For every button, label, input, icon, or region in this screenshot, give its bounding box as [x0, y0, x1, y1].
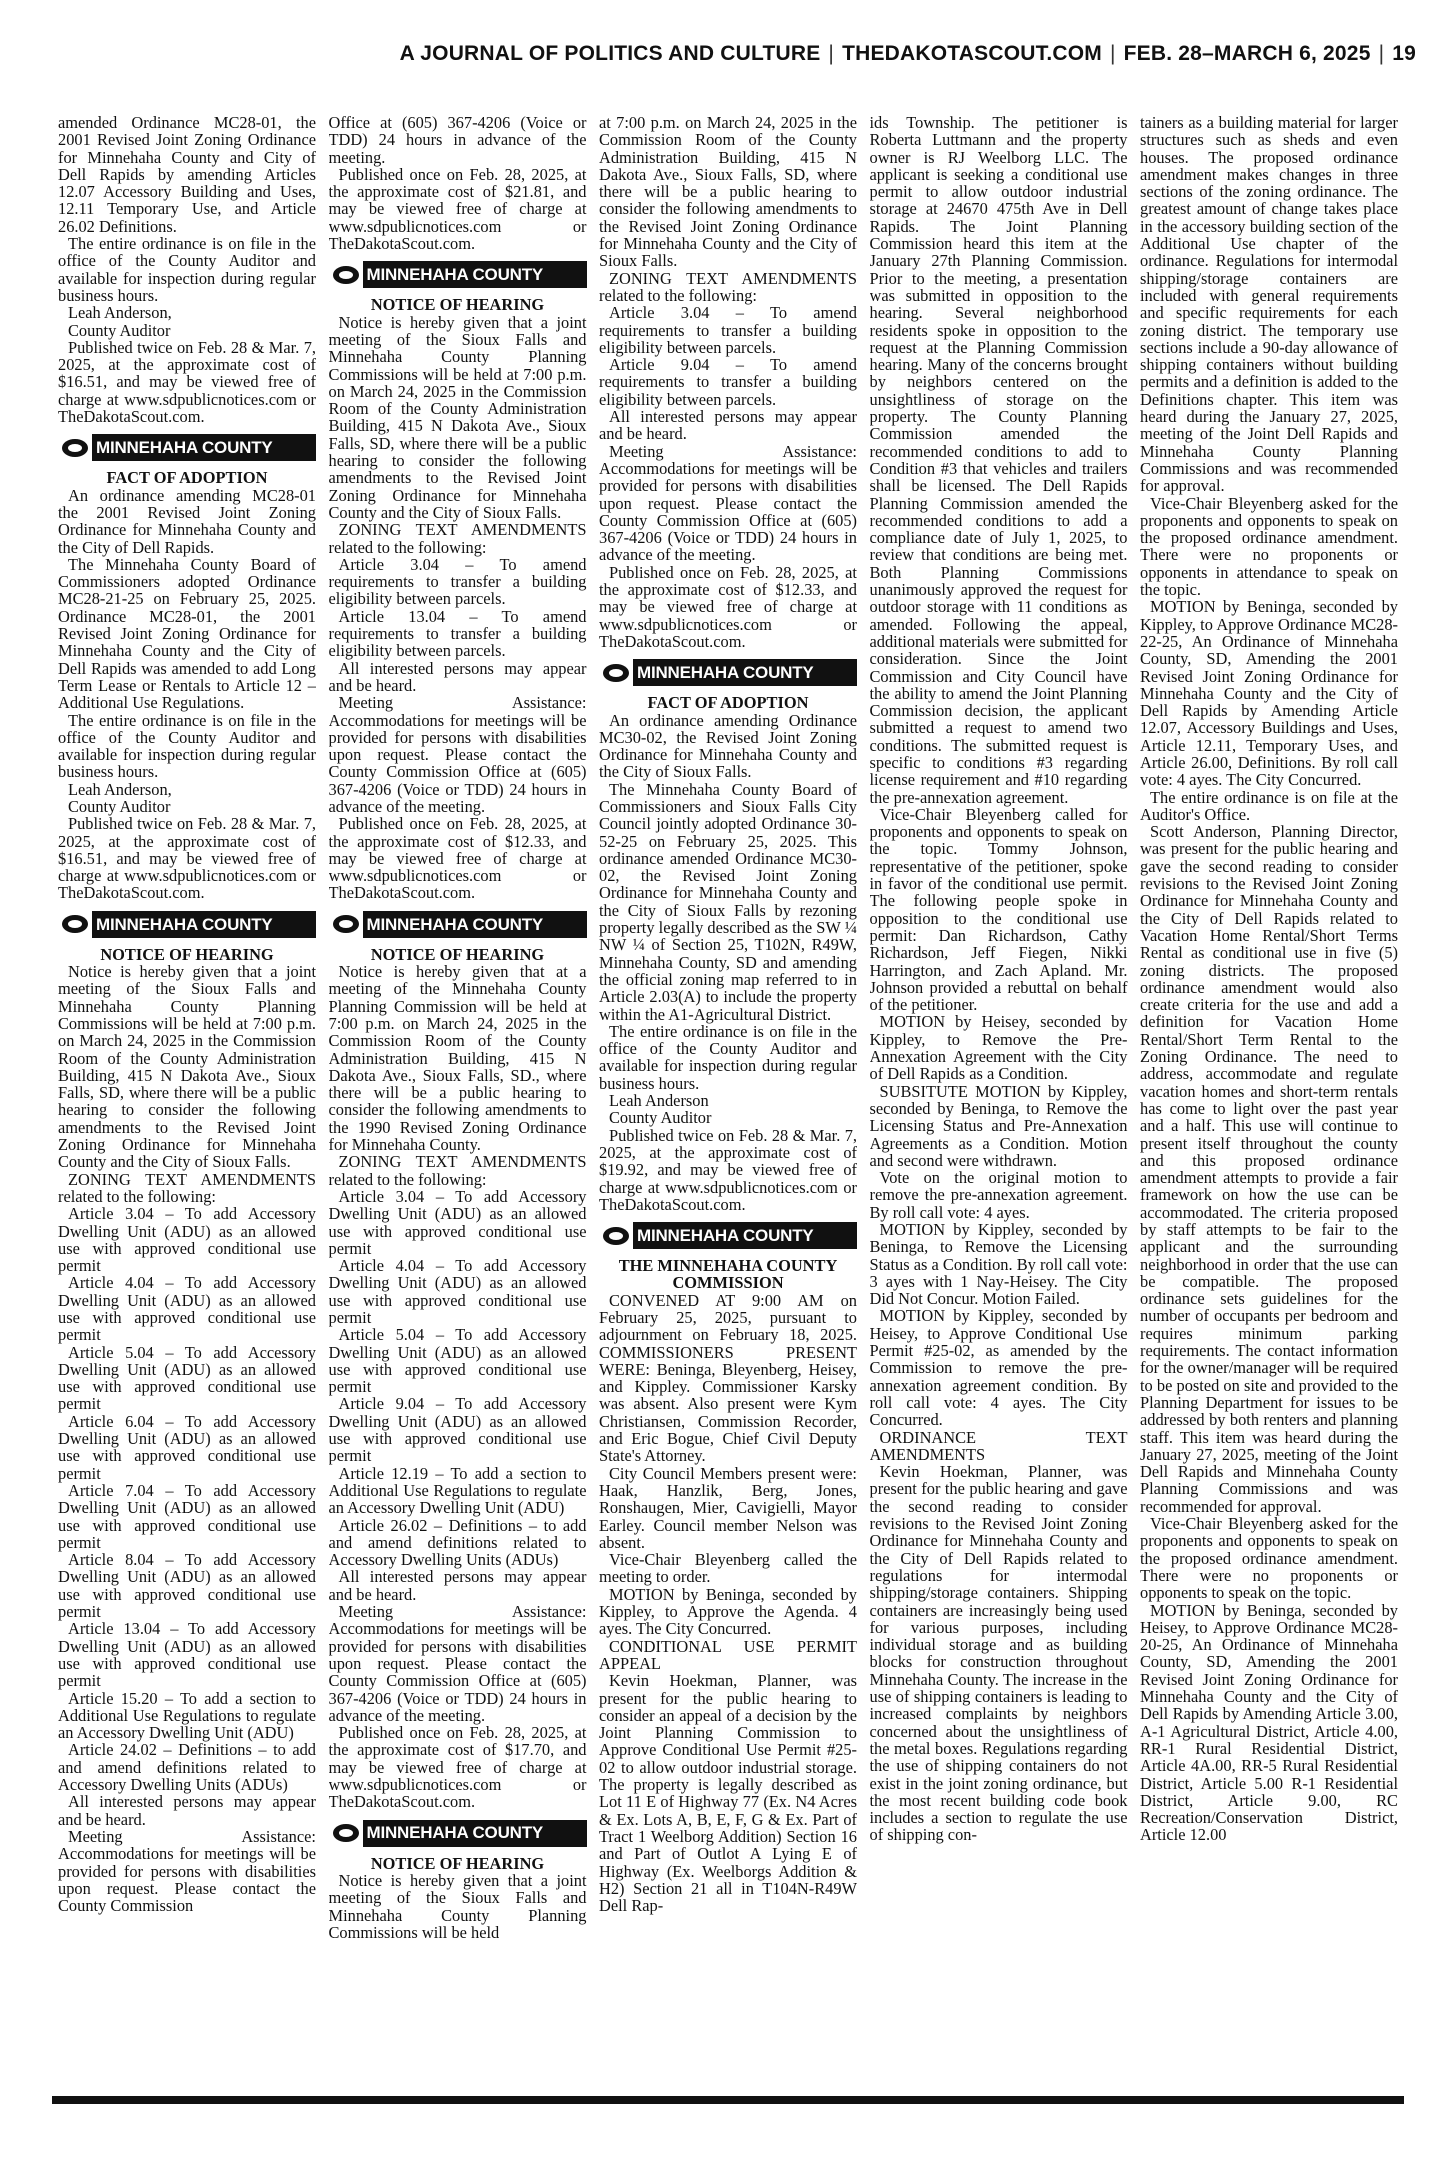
- county-banner: [329, 911, 587, 938]
- notice-paragraph: Meeting Assistance: Accommodations for meetings will be provided for persons with disabilities upon request. Please contact the County Commission Office at (605) 367-4206 (Voice or TDD) 24 hours in advance of the meeting.: [328, 693, 587, 816]
- notice-paragraph: tainers as a building material for larger structures such as sheds and even houses. The proposed ordinance amendment makes changes in three sections of the zoning ordinance. The greatest amount of change takes place in the accessory building section of the Additional Use chapter of the ordinance. Regulations for intermodal shipping/storage containers are included with general requirements and specific requirements for each zoning district. The temporary use sections include a 90-day allowance of shipping containers without building permits and a definition is added to the Definitions chapter. This item was heard during the January 27, 2025, meeting of the Joint Dell Rapids and Minnehaha County Planning Commissions and was recommended for approval.: [1140, 114, 1398, 496]
- notice-paragraph: Vice-Chair Bleyenberg called the meeting to order.: [599, 1550, 857, 1587]
- notice-paragraph: Published twice on Feb. 28 & Mar. 7, 2025, at the approximate cost of $16.51, and may be viewed free of charge at www.sdpublicnotices.com or TheDakotaScout.com.: [58, 814, 316, 903]
- notice-paragraph: County Auditor: [609, 1108, 712, 1128]
- notice-paragraph: ORDINANCE TEXT AMENDMENTS: [869, 1427, 1128, 1464]
- notice-paragraph: An ordinance amending Ordinance MC30-02, the Revised Joint Zoning Ordinance for Minnehaha County and the City of Sioux Falls.: [599, 710, 857, 782]
- notice-heading: NOTICE OF HEARING: [100, 944, 274, 964]
- notice-paragraph: MOTION by Beninga, seconded by Kippley, to Approve Ordinance MC28-22-25, An Ordinance of Minnehaha County, SD, Amending the 2001 Revised Joint Zoning Ordinance for Minnehaha County and the City of Dell Rapids by Amending Article 12.07, Accessory Buildings and Uses, Article 12.11, Temporary Uses, and Article 26.00, Definitions. By roll call vote: 4 ayes. The City Concurred.: [1140, 597, 1398, 790]
- notice-paragraph: Notice is hereby given that a joint meeting of the Sioux Falls and Minnehaha County Planning Commissions will be held: [328, 1870, 587, 1942]
- notice-paragraph: Published once on Feb. 28, 2025, at the approximate cost of $21.81, and may be viewed free of charge at www.sdpublicnotices.com or TheDakotaScout.com.: [328, 164, 587, 254]
- notice-paragraph: Article 3.04 – To add Accessory Dwelling Unit (ADU) as an allowed use with approved conditional use permit: [58, 1204, 316, 1276]
- notice-paragraph: amended Ordinance MC28-01, the 2001 Revised Joint Zoning Ordinance for Minnehaha County and City of Dell Rapids by amending Articles 12.07 Accessory Building and Uses, 12.11 Temporary Use, and Article 26.02 Definitions.: [58, 114, 316, 236]
- notice-paragraph: Article 13.04 – To amend requirements to transfer a building eligibility between parcels.: [328, 606, 587, 661]
- county-seal-icon: [58, 911, 92, 938]
- notice-paragraph: Published once on Feb. 28, 2025, at the approximate cost of $12.33, and may be viewed free of charge at www.sdpublicnotices.com or TheDakotaScout.com.: [328, 814, 587, 903]
- county-seal-icon: [58, 434, 92, 461]
- notice-paragraph: MOTION by Kippley, seconded by Beninga, to Remove the Licensing Status as a Condition. By roll call vote: 3 ayes with 1 Nay-Heisey. The City Did Not Concur. Motion Failed.: [869, 1220, 1128, 1309]
- notice-paragraph: Scott Anderson, Planning Director, was present for the public hearing and gave the second reading to consider revisions to the Revised Joint Zoning Ordinance for Minnehaha County and the City of Dell Rapids related to Vacation Home Rental/Short Terms Rental as conditional use in five (5) zoning districts. The proposed ordinance amendment would also create criteria for the use and add a definition for Vacation Home Rental/Short Term Rental to the Zoning Ordinance. The need to address, accommodate and regulate vacation homes and short-term rentals has come to light over the past year and a half. This use will continue to present itself throughout the county and this proposed ordinance amendment attempts to provide a fair framework on how the use can be accommodated. The criteria proposed by staff attempts to be fair to the applicant and the surrounding neighborhood in order that the use can be compatible. The proposed ordinance sets guidelines for the number of occupants per bedroom and requires minimum parking requirements. The contact information for the owner/manager will be required to be posted on site and provided to the Planning Department for issues to be addressed by both renters and planning staff. This item was heard during the January 27, 2025, meeting of the Joint Dell Rapids and Minnehaha County Planning Commissions and was recommended for approval.: [1140, 822, 1398, 1516]
- notice-paragraph: Article 12.19 – To add a section to Additional Use Regulations to regulate an Accessory Dwelling Unit (ADU): [328, 1463, 587, 1518]
- notice-paragraph: Published twice on Feb. 28 & Mar. 7, 2025, at the approximate cost of $19.92, and may be viewed free of charge at www.sdpublicnotices.com or TheDakotaScout.com.: [599, 1125, 857, 1214]
- banner-label: MINNEHAHA COUNTY: [366, 1823, 544, 1843]
- county-banner: [599, 1222, 857, 1249]
- notice-heading: NOTICE OF HEARING: [370, 295, 545, 315]
- page-number: 19: [1392, 42, 1416, 65]
- notice-heading: FACT OF ADOPTION: [647, 693, 809, 713]
- notice-paragraph: Article 15.20 – To add a section to Additional Use Regulations to regulate an Accessory Dwelling Unit (ADU): [58, 1688, 316, 1743]
- notice-paragraph: Leah Anderson,: [68, 303, 172, 323]
- notice-paragraph: City Council Members present were: Haak, Hanzlik, Berg, Jones, Ronshaugen, Mier, Cavigielli, Mayor Earley. Council member Nelson was absent.: [599, 1463, 857, 1552]
- notice-paragraph: ids Township. The petitioner is Roberta Luttmann and the property owner is RJ Weelborg LLC. The applicant is seeking a conditional use permit to allow outdoor industrial storage at 24670 475th Ave in Dell Rapids. The Joint Planning Commission heard this item at the January 27th Planning Commission. Prior to the meeting, a presentation was submitted in opposition to the hearing. Several neighborhood residents spoke in opposition to the request at the Planning Commission hearing. Many of the concerns brought by neighbors centered on the unsightliness of storage on the property. The County Planning Commission amended the recommended conditions to add to Condition #3 that vehicles and trailers shall be licensed. The Dell Rapids Planning Commission amended the recommended conditions to add a compliance date of July 1, 2025, to review that conditions are being met. Both Planning Commissions unanimously approved the request for outdoor storage with 11 conditions as amended. Following the appeal, additional materials were submitted for consideration. Since the Joint Commission and City Council have the ability to amend the Joint Planning Commission decision, the applicant submitted a request to amend two conditions. The submitted request is specific to conditions #3 regarding license requirement and #10 regarding the pre-annexation agreement.: [869, 114, 1128, 807]
- notice-paragraph: Article 8.04 – To add Accessory Dwelling Unit (ADU) as an allowed use with approved conditional use permit: [58, 1550, 316, 1622]
- site-url: THEDAKOTASCOUT.COM: [842, 42, 1102, 65]
- county-banner: [329, 1820, 587, 1847]
- column-3: [599, 114, 857, 2084]
- county-banner: [58, 911, 316, 938]
- notice-paragraph: Published once on Feb. 28, 2025, at the approximate cost of $12.33, and may be viewed free of charge at www.sdpublicnotices.com or TheDakotaScout.com.: [599, 562, 857, 651]
- notice-paragraph: Vice-Chair Bleyenberg asked for the proponents and opponents to speak on the proposed ordinance amendment. There were no proponents or opponents in attendance to speak on the topic.: [1140, 493, 1398, 600]
- notice-paragraph: Vice-Chair Bleyenberg asked for the proponents and opponents to speak on the proposed ordinance amendment. There were no proponents or opponents to speak on the topic.: [1140, 1514, 1398, 1603]
- notice-paragraph: County Auditor: [68, 796, 171, 816]
- notice-paragraph: The entire ordinance is on file in the office of the County Auditor and available for inspection during regular business hours.: [599, 1021, 857, 1093]
- notice-paragraph: Article 24.02 – Definitions – to add and amend definitions related to Accessory Dwelling Units (ADUs): [58, 1740, 316, 1795]
- notice-paragraph: Meeting Assistance: Accommodations for meetings will be provided for persons with disabilities upon request. Please contact the County Commission: [58, 1826, 316, 1916]
- notice-paragraph: Leah Anderson,: [68, 779, 172, 799]
- notice-heading: FACT OF ADOPTION: [106, 468, 268, 488]
- notice-paragraph: Article 4.04 – To add Accessory Dwelling Unit (ADU) as an allowed use with approved conditional use permit: [328, 1256, 587, 1327]
- notice-paragraph: Vice-Chair Bleyenberg called for proponents and opponents to speak on the topic. Tommy Johnson, representative of the petitioner, spoke in favor of the conditional use permit. The following people spoke in opposition to the conditional use permit: Dan Richardson, Cathy Richardson, Jeff Fiegen, Nikki Harrington, and Zach Apland. Mr. Johnson provided a rebuttal on behalf of the petitioner.: [869, 804, 1128, 1015]
- header-separator: |: [1109, 42, 1116, 65]
- notice-paragraph: Article 4.04 – To add Accessory Dwelling Unit (ADU) as an allowed use with approved conditional use permit: [58, 1273, 316, 1345]
- notice-paragraph: Kevin Hoekman, Planner, was present for the public hearing and gave the second reading to consider revisions to the Revised Joint Zoning Ordinance for Minnehaha County and the City of Dell Rapids related to regulations for intermodal shipping/storage containers. Shipping containers are increasingly being used for various purposes, including individual storage and as building blocks for construction throughout Minnehaha County. The increase in the use of shipping containers is leading to increased complaints by neighbors concerned about the unsightliness of the metal boxes. Regulations regarding the use of shipping containers do not exist in the joint zoning ordinance, but the most recent building code book includes a section to regulate the use of shipping con-: [869, 1462, 1128, 1845]
- county-banner: [599, 659, 857, 686]
- notice-paragraph: Article 5.04 – To add Accessory Dwelling Unit (ADU) as an allowed use with approved conditional use permit: [328, 1325, 587, 1397]
- header-separator: |: [828, 42, 835, 65]
- notice-paragraph: Kevin Hoekman, Planner, was present for the public hearing to consider an appeal of a decision by the Joint Planning Commission to Approve Conditional Use Permit #25-02 to allow outdoor industrial storage. The property is legally described as Lot 11 E of Highway 77 (Ex. N4 Acres & Ex. Lots A, B, E, F, G & Ex. Part of Tract 1 Weelborg Addition) Section 16 and Part of Outlot A Lying E of Highway (Ex. Weelborgs Addition & H2) Section 21 all in T104N-R49W Dell Rap-: [599, 1671, 857, 1916]
- issue-date: FEB. 28–MARCH 6, 2025: [1123, 42, 1371, 65]
- notice-paragraph: All interested persons may appear and be heard.: [599, 407, 857, 444]
- county-seal-icon: [329, 1820, 363, 1847]
- notice-paragraph: MOTION by Heisey, seconded by Kippley, to Remove the Pre-Annexation Agreement with the City of Dell Rapids as a Condition.: [869, 1012, 1128, 1084]
- notice-paragraph: CONVENED AT 9:00 AM on February 25, 2025, pursuant to adjournment on February 18, 2025. COMMISSIONERS PRESENT WERE: Beninga, Bleyenberg, Heisey, and Kippley. Commissioner Karsky was absent. Also present were Kym Christiansen, Commission Recorder, and Eric Bogue, Chief Civil Deputy State's Attorney.: [599, 1290, 857, 1466]
- notice-columns: [58, 114, 1398, 2084]
- county-seal-icon: [329, 261, 363, 288]
- notice-paragraph: Article 26.02 – Definitions – to add and amend definitions related to Accessory Dwelling Units (ADUs): [328, 1515, 587, 1570]
- notice-paragraph: The Minnehaha County Board of Commissioners adopted Ordinance MC28-21-25 on February 25, 2025. Ordinance MC28-01, the 2001 Revised Joint Zoning Ordinance for Minnehaha County and the City of Dell Rapids was amended to add Long Term Lease or Rentals to Article 12 – Additional Use Regulations.: [58, 554, 316, 713]
- notice-paragraph: Article 3.04 – To amend requirements to transfer a building eligibility between parcels.: [599, 303, 857, 357]
- notice-paragraph: ZONING TEXT AMENDMENTS related to the following:: [328, 520, 587, 557]
- county-banner: [329, 261, 587, 288]
- notice-paragraph: Article 9.04 – To add Accessory Dwelling Unit (ADU) as an allowed use with approved conditional use permit: [328, 1394, 587, 1466]
- banner-label: MINNEHAHA COUNTY: [96, 914, 273, 934]
- notice-paragraph: at 7:00 p.m. on March 24, 2025 in the Commission Room of the County Administration Building, 415 N Dakota Ave., Sioux Falls, SD, where there will be a public hearing to consider the following amendments to the Revised Joint Zoning Ordinance for Minnehaha County and the City of Sioux Falls.: [599, 114, 857, 271]
- county-seal-icon: [599, 659, 633, 686]
- notice-paragraph: The entire ordinance is on file in the office of the County Auditor and available for inspection during regular business hours.: [58, 710, 316, 782]
- banner-label: MINNEHAHA COUNTY: [637, 663, 814, 683]
- notice-paragraph: Meeting Assistance: Accommodations for meetings will be provided for persons with disabilities upon request. Please contact the County Commission Office at (605) 367-4206 (Voice or TDD) 24 hours in advance of the meeting.: [599, 441, 857, 565]
- notice-paragraph: Article 7.04 – To add Accessory Dwelling Unit (ADU) as an allowed use with approved conditional use permit: [58, 1480, 316, 1552]
- notice-paragraph: Vote on the original motion to remove the pre-annexation agreement. By roll call vote: 4 ayes.: [869, 1168, 1128, 1222]
- notice-paragraph: Article 5.04 – To add Accessory Dwelling Unit (ADU) as an allowed use with approved conditional use permit: [58, 1342, 316, 1414]
- county-seal-icon: [599, 1222, 633, 1249]
- notice-paragraph: Article 6.04 – To add Accessory Dwelling Unit (ADU) as an allowed use with approved conditional use permit: [58, 1411, 316, 1483]
- notice-paragraph: ZONING TEXT AMENDMENTS related to the following:: [599, 268, 857, 305]
- notice-paragraph: The entire ordinance is on file at the Auditor's Office.: [1140, 787, 1398, 824]
- column-4: [870, 114, 1128, 2084]
- header-separator: |: [1378, 42, 1385, 65]
- notice-paragraph: Notice is hereby given that at a meeting of the Minnehaha County Planning Commission will be held at 7:00 p.m. on March 24, 2025 in the Commission Room of the County Administration Building, 415 N Dakota Ave., Sioux Falls, SD., where there will be a public hearing to consider the following amendments to the 1990 Revised Zoning Ordinance for Minnehaha County.: [328, 962, 587, 1155]
- notice-paragraph: All interested persons may appear and be heard.: [58, 1792, 316, 1829]
- notice-paragraph: Office at (605) 367-4206 (Voice or TDD) 24 hours in advance of the meeting.: [328, 114, 587, 167]
- notice-paragraph: Article 9.04 – To amend requirements to transfer a building eligibility between parcels.: [599, 355, 857, 409]
- notice-paragraph: All interested persons may appear and be heard.: [328, 1567, 587, 1604]
- notice-paragraph: Published once on Feb. 28, 2025, at the approximate cost of $17.70, and may be viewed free of charge at www.sdpublicnotices.com or TheDakotaScout.com.: [328, 1723, 587, 1812]
- notice-paragraph: The entire ordinance is on file in the office of the County Auditor and available for inspection during regular business hours.: [58, 234, 316, 305]
- column-2: [329, 114, 587, 2084]
- notice-heading: THE MINNEHAHA COUNTY COMMISSION: [618, 1256, 838, 1293]
- notice-paragraph: Article 3.04 – To add Accessory Dwelling Unit (ADU) as an allowed use with approved conditional use permit: [328, 1186, 587, 1258]
- banner-label: MINNEHAHA COUNTY: [96, 438, 273, 458]
- county-seal-icon: [329, 911, 363, 938]
- county-banner: [58, 434, 316, 461]
- notice-paragraph: Published twice on Feb. 28 & Mar. 7, 2025, at the approximate cost of $16.51, and may be viewed free of charge at www.sdpublicnotices.com or TheDakotaScout.com.: [58, 337, 316, 427]
- notice-paragraph: SUBSITUTE MOTION by Kippley, seconded by Beninga, to Remove the Licensing Status and Pre-Annexation Agreements as a Condition. Motion and second were withdrawn.: [869, 1081, 1128, 1170]
- banner-label: MINNEHAHA COUNTY: [637, 1225, 814, 1245]
- notice-paragraph: Article 13.04 – To add Accessory Dwelling Unit (ADU) as an allowed use with approved conditional use permit: [58, 1619, 316, 1691]
- page-header: [40, 42, 1416, 72]
- notice-paragraph: Notice is hereby given that a joint meeting of the Sioux Falls and Minnehaha County Planning Commissions will be held at 7:00 p.m. on March 24, 2025 in the Commission Room of the County Administration Building, 415 N Dakota Ave., Sioux Falls, SD, where there will be a public hearing to consider the following amendments to the Revised Joint Zoning Ordinance for Minnehaha County and the City of Sioux Falls.: [328, 312, 587, 522]
- footer-rule: [52, 2096, 1404, 2104]
- notice-paragraph: An ordinance amending MC28-01 the 2001 Revised Joint Zoning Ordinance for Minnehaha County and the City of Dell Rapids.: [58, 485, 316, 557]
- column-1: [58, 114, 316, 2084]
- notice-paragraph: ZONING TEXT AMENDMENTS related to the following:: [328, 1152, 587, 1189]
- notice-paragraph: MOTION by Beninga, seconded by Heisey, to Approve Ordinance MC28-20-25, An Ordinance of Minnehaha County, SD, Amending the 2001 Revised Joint Zoning Ordinance for Minnehaha County and the City of Dell Rapids by Amending Article 3.00, A-1 Agricultural District, Article 4.00, RR-1 Rural Residential District, Article 4A.00, RR-5 Rural Residential District, Article 5.00 R-1 Residential District, Article 9.00, RC Recreation/Conservation District, Article 12.00: [1140, 1600, 1398, 1845]
- banner-label: MINNEHAHA COUNTY: [366, 914, 544, 934]
- notice-paragraph: Notice is hereby given that a joint meeting of the Sioux Falls and Minnehaha County Planning Commissions will be held at 7:00 p.m. on March 24, 2025 in the Commission Room of the County Administration Building, 415 N Dakota Ave., Sioux Falls, SD, where there will be a public hearing to consider the following amendments to the Revised Joint Zoning Ordinance for Minnehaha County and the City of Sioux Falls.: [58, 962, 316, 1172]
- banner-label: MINNEHAHA COUNTY: [366, 265, 544, 285]
- notice-paragraph: County Auditor: [68, 320, 171, 340]
- notice-paragraph: Article 3.04 – To amend requirements to transfer a building eligibility between parcels.: [328, 554, 587, 609]
- notice-paragraph: CONDITIONAL USE PERMIT APPEAL: [599, 1636, 857, 1673]
- notice-paragraph: The Minnehaha County Board of Commissioners and Sioux Falls City Council jointly adopted Ordinance 30-52-25 on February 25, 2025. This ordinance amended Ordinance MC30-02, the Revised Joint Zoning Ordinance for Minnehaha County and the City of Sioux Falls by rezoning property legally described as the SW ¼ NW ¼ of Section 25, T102N, R49W, Minnehaha County, SD and amending the official zoning map referred to in Article 2.03(A) to include the property within the A1-Agricultural District.: [599, 779, 857, 1024]
- notice-paragraph: ZONING TEXT AMENDMENTS related to the following:: [58, 1169, 316, 1206]
- journal-tagline: A JOURNAL OF POLITICS AND CULTURE: [399, 42, 821, 65]
- notice-paragraph: MOTION by Beninga, seconded by Kippley, to Approve the Agenda. 4 ayes. The City Concurred.: [599, 1584, 857, 1639]
- notice-heading: NOTICE OF HEARING: [370, 944, 545, 964]
- notice-heading: NOTICE OF HEARING: [370, 1853, 545, 1873]
- notice-paragraph: All interested persons may appear and be heard.: [328, 658, 587, 695]
- notice-paragraph: MOTION by Kippley, seconded by Heisey, to Approve Conditional Use Permit #25-02, as amended by the Commission to remove the pre-annexation agreement condition. By roll call vote: 4 ayes. The City Concurred.: [869, 1306, 1128, 1430]
- notice-paragraph: Meeting Assistance: Accommodations for meetings will be provided for persons with disabilities upon request. Please contact the County Commission Office at (605) 367-4206 (Voice or TDD) 24 hours in advance of the meeting.: [328, 1602, 587, 1725]
- column-5: [1140, 114, 1398, 2084]
- notice-paragraph: Leah Anderson: [609, 1091, 709, 1111]
